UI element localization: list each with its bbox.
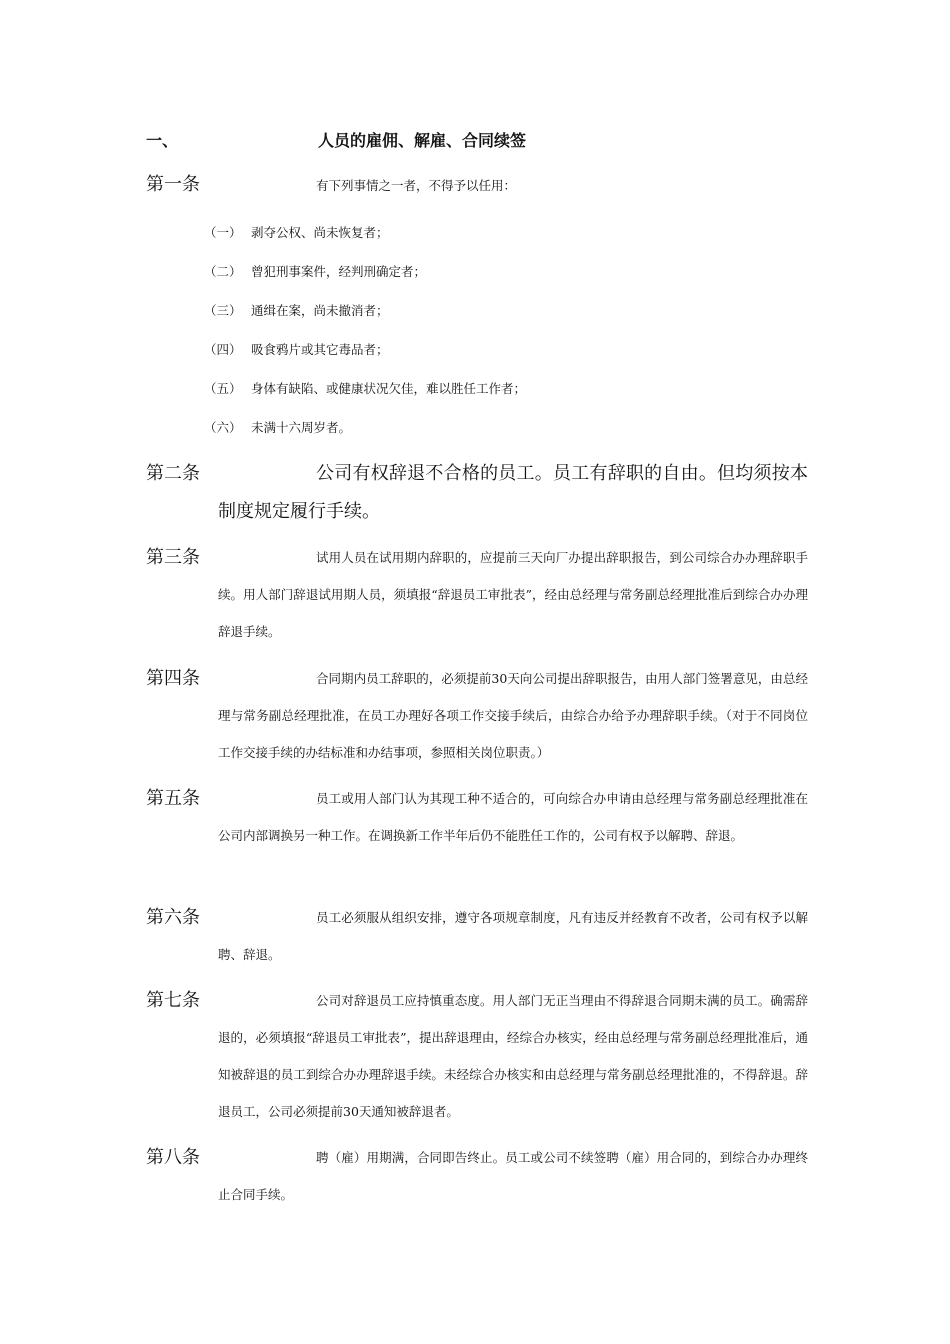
article-text: 聘（雇）用期满，合同即告终止。员工或公司不续签聘（雇）用合同的，到综合办办理终止合同手续。: [218, 1150, 808, 1202]
clause-number: （六）: [204, 420, 242, 435]
article-label: 第八条: [146, 1147, 200, 1168]
article-text: 有下列事情之一者，不得予以任用：: [316, 178, 517, 193]
section-heading: [146, 128, 806, 152]
clause-text: 身体有缺陷、或健康状况欠佳，难以胜任工作者；: [251, 381, 527, 396]
clause-text: 通缉在案，尚未撤消者；: [251, 303, 389, 318]
article-text: 公司对辞退员工应持慎重态度。用人部门无正当理由不得辞退合同期未满的员工。确需辞退的，必须填报“辞退员工审批表”，提出辞退理由，经综合办核实，经由总经理与常务副总经理批准后，通知被辞退的员工到综合办办理辞退手续。未经综合办核实和由总经理与常务副总经理批准的，不得辞退。辞退员工，公司必须提前30天通知被辞退者。: [218, 993, 808, 1119]
clause-number: （一）: [204, 225, 242, 240]
article-label: 第四条: [146, 668, 200, 689]
clause-number: （三）: [204, 303, 242, 318]
clause-text: 剥夺公权、尚未恢复者；: [251, 225, 389, 240]
article-label: 第七条: [146, 990, 200, 1011]
article-text: 员工必须服从组织安排，遵守各项规章制度，凡有违反并经教育不改者，公司有权予以解聘、辞退。: [218, 910, 808, 962]
clause-text: 未满十六周岁者。: [251, 420, 352, 435]
clause-text: 曾犯刑事案件，经判刑确定者；: [251, 264, 427, 279]
clause-text: 吸食鸦片或其它毒品者；: [251, 342, 389, 357]
article-text: 合同期内员工辞职的，必须提前30天向公司提出辞职报告，由用人部门签署意见，由总经理与常务副总经理批准，在员工办理好各项工作交接手续后，由综合办给予办理辞职手续。（对于不同岗位工作交接手续的办结标准和办结事项，参照相关岗位职责。）: [218, 671, 808, 760]
article-label: 第五条: [146, 788, 200, 809]
section-number: 一、: [146, 131, 179, 150]
article-label: 第三条: [146, 547, 200, 568]
article-text: 试用人员在试用期内辞职的，应提前三天向厂办提出辞职报告，到公司综合办办理辞职手续。用人部门辞退试用期人员，须填报“辞退员工审批表”，经由总经理与常务副总经理批准后到综合办办理辞退手续。: [218, 550, 808, 639]
clause-number: （四）: [204, 342, 242, 357]
clause-number: （二）: [204, 264, 242, 279]
article-label: 第二条: [146, 463, 200, 484]
article-text: 员工或用人部门认为其现工种不适合的，可向综合办申请由总经理与常务副总经理批准在公司内部调换另一种工作。在调换新工作半年后仍不能胜任工作的，公司有权予以解聘、辞退。: [218, 791, 808, 843]
clause-number: （五）: [204, 381, 242, 396]
article-text: 公司有权辞退不合格的员工。员工有辞职的自由。但均须按本制度规定履行手续。: [218, 463, 808, 522]
article-label: 第六条: [146, 907, 200, 928]
section-title: 人员的雇佣、解雇、合同续签: [318, 131, 527, 150]
article-label: 第一条: [146, 174, 200, 195]
